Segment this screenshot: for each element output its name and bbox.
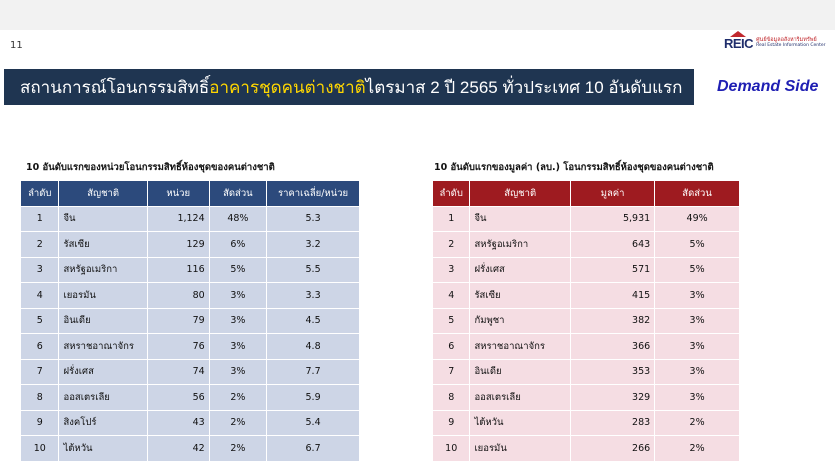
table-row: [433, 385, 740, 411]
cell-nationality: ฝรั่งเศส: [59, 359, 147, 385]
demand-side-label: Demand Side: [717, 78, 819, 95]
cell-nationality: สหราชอาณาจักร: [470, 334, 571, 360]
title-highlight: อาคารชุดคนต่างชาติ: [209, 77, 366, 97]
header-share: สัดส่วน: [655, 181, 740, 207]
cell-avg-price: 4.5: [267, 308, 360, 334]
cell-share: 3%: [655, 308, 740, 334]
table-row: [21, 308, 360, 334]
table-row: [433, 283, 740, 309]
table-row: [433, 257, 740, 283]
cell-nationality: สหรัฐอเมริกา: [59, 257, 147, 283]
cell-units: 74: [147, 359, 209, 385]
header-rank: ลำดับ: [21, 181, 59, 207]
cell-nationality: รัสเซีย: [59, 232, 147, 258]
header-nationality: สัญชาติ: [59, 181, 147, 207]
cell-units: 116: [147, 257, 209, 283]
logo-line1: ศูนย์ข้อมูลอสังหาริมทรัพย์: [756, 37, 817, 43]
cell-share: 3%: [209, 359, 266, 385]
cell-rank: 9: [433, 410, 470, 436]
title-part2: ไตรมาส 2 ปี 2565 ทั่วประเทศ 10 อันดับแรก: [365, 77, 683, 97]
cell-value: 266: [570, 436, 654, 462]
cell-rank: 10: [433, 436, 470, 462]
table-row: [21, 359, 360, 385]
cell-share: 3%: [655, 385, 740, 411]
cell-share: 3%: [655, 334, 740, 360]
cell-rank: 8: [433, 385, 470, 411]
cell-nationality: รัสเซีย: [470, 283, 571, 309]
cell-rank: 1: [21, 206, 59, 232]
cell-units: 76: [147, 334, 209, 360]
cell-share: 3%: [655, 283, 740, 309]
cell-share: 3%: [655, 359, 740, 385]
header-units: หน่วย: [147, 181, 209, 207]
table-row: [21, 283, 360, 309]
cell-avg-price: 7.7: [267, 359, 360, 385]
left-table: [20, 180, 360, 462]
page-number: 11: [10, 40, 23, 51]
cell-value: 353: [570, 359, 654, 385]
logo-text: [756, 38, 825, 48]
table-row: [433, 436, 740, 462]
cell-units: 1,124: [147, 206, 209, 232]
cell-value: 283: [570, 410, 654, 436]
cell-nationality: อินเดีย: [59, 308, 147, 334]
cell-avg-price: 3.3: [267, 283, 360, 309]
cell-nationality: จีน: [59, 206, 147, 232]
cell-share: 6%: [209, 232, 266, 258]
table-row: [21, 206, 360, 232]
table-row: [21, 232, 360, 258]
cell-share: 5%: [209, 257, 266, 283]
cell-rank: 2: [21, 232, 59, 258]
cell-rank: 2: [433, 232, 470, 258]
logo-roof-icon: [730, 31, 746, 37]
cell-value: 5,931: [570, 206, 654, 232]
cell-rank: 7: [21, 359, 59, 385]
cell-value: 643: [570, 232, 654, 258]
cell-value: 382: [570, 308, 654, 334]
logo-mark-text: REIC: [724, 35, 754, 51]
left-table-caption: 10 อันดับแรกของหน่วยโอนกรรมสิทธิ์ห้องชุดของคนต่างชาติ: [26, 162, 275, 173]
cell-share: 2%: [655, 436, 740, 462]
cell-rank: 3: [21, 257, 59, 283]
cell-value: 571: [570, 257, 654, 283]
cell-share: 5%: [655, 232, 740, 258]
header-value: มูลค่า: [570, 181, 654, 207]
cell-units: 42: [147, 436, 209, 462]
right-table-caption: 10 อันดับแรกของมูลค่า (ลบ.) โอนกรรมสิทธิ์ห้องชุดของคนต่างชาติ: [434, 162, 714, 173]
cell-units: 43: [147, 410, 209, 436]
cell-rank: 5: [433, 308, 470, 334]
cell-nationality: จีน: [470, 206, 571, 232]
title-part1: สถานการณ์โอนกรรมสิทธิ์: [20, 77, 210, 97]
reic-logo: [724, 33, 830, 53]
logo-mark: [724, 36, 753, 51]
cell-value: 329: [570, 385, 654, 411]
cell-avg-price: 5.9: [267, 385, 360, 411]
cell-share: 49%: [655, 206, 740, 232]
cell-units: 79: [147, 308, 209, 334]
slide-title: [4, 69, 694, 105]
table-row: [21, 334, 360, 360]
cell-nationality: ไต้หวัน: [470, 410, 571, 436]
cell-share: 3%: [209, 308, 266, 334]
cell-rank: 10: [21, 436, 59, 462]
cell-nationality: ไต้หวัน: [59, 436, 147, 462]
cell-rank: 9: [21, 410, 59, 436]
cell-share: 5%: [655, 257, 740, 283]
cell-nationality: เยอรมัน: [59, 283, 147, 309]
cell-share: 2%: [655, 410, 740, 436]
cell-share: 48%: [209, 206, 266, 232]
cell-rank: 6: [21, 334, 59, 360]
table-row: [433, 410, 740, 436]
cell-nationality: กัมพูชา: [470, 308, 571, 334]
right-table-header-row: [433, 181, 740, 207]
cell-avg-price: 5.3: [267, 206, 360, 232]
table-row: [21, 410, 360, 436]
cell-share: 2%: [209, 436, 266, 462]
cell-nationality: ออสเตรเลีย: [59, 385, 147, 411]
table-row: [433, 334, 740, 360]
cell-nationality: ออสเตรเลีย: [470, 385, 571, 411]
table-row: [21, 385, 360, 411]
header-share: สัดส่วน: [209, 181, 266, 207]
cell-avg-price: 4.8: [267, 334, 360, 360]
cell-rank: 4: [21, 283, 59, 309]
table-row: [21, 257, 360, 283]
table-row: [433, 359, 740, 385]
left-table-header-row: [21, 181, 360, 207]
header-avg-price: ราคาเฉลี่ย/หน่วย: [267, 181, 360, 207]
cell-rank: 8: [21, 385, 59, 411]
table-row: [21, 436, 360, 462]
cell-nationality: เยอรมัน: [470, 436, 571, 462]
table-row: [433, 232, 740, 258]
logo-line2: Real Estate Information Center: [756, 42, 826, 48]
table-row: [433, 206, 740, 232]
cell-nationality: สิงคโปร์: [59, 410, 147, 436]
cell-rank: 7: [433, 359, 470, 385]
header-rank: ลำดับ: [433, 181, 470, 207]
header-nationality: สัญชาติ: [470, 181, 571, 207]
cell-rank: 5: [21, 308, 59, 334]
cell-nationality: สหราชอาณาจักร: [59, 334, 147, 360]
cell-avg-price: 5.4: [267, 410, 360, 436]
cell-nationality: สหรัฐอเมริกา: [470, 232, 571, 258]
cell-value: 415: [570, 283, 654, 309]
table-row: [433, 308, 740, 334]
cell-share: 2%: [209, 385, 266, 411]
cell-units: 129: [147, 232, 209, 258]
cell-share: 3%: [209, 334, 266, 360]
cell-avg-price: 5.5: [267, 257, 360, 283]
cell-avg-price: 3.2: [267, 232, 360, 258]
cell-units: 80: [147, 283, 209, 309]
cell-rank: 1: [433, 206, 470, 232]
cell-nationality: ฝรั่งเศส: [470, 257, 571, 283]
cell-units: 56: [147, 385, 209, 411]
cell-rank: 3: [433, 257, 470, 283]
cell-rank: 4: [433, 283, 470, 309]
cell-value: 366: [570, 334, 654, 360]
cell-avg-price: 6.7: [267, 436, 360, 462]
cell-share: 2%: [209, 410, 266, 436]
cell-share: 3%: [209, 283, 266, 309]
cell-rank: 6: [433, 334, 470, 360]
right-table: [432, 180, 740, 462]
top-bar: [0, 0, 835, 30]
cell-nationality: อินเดีย: [470, 359, 571, 385]
